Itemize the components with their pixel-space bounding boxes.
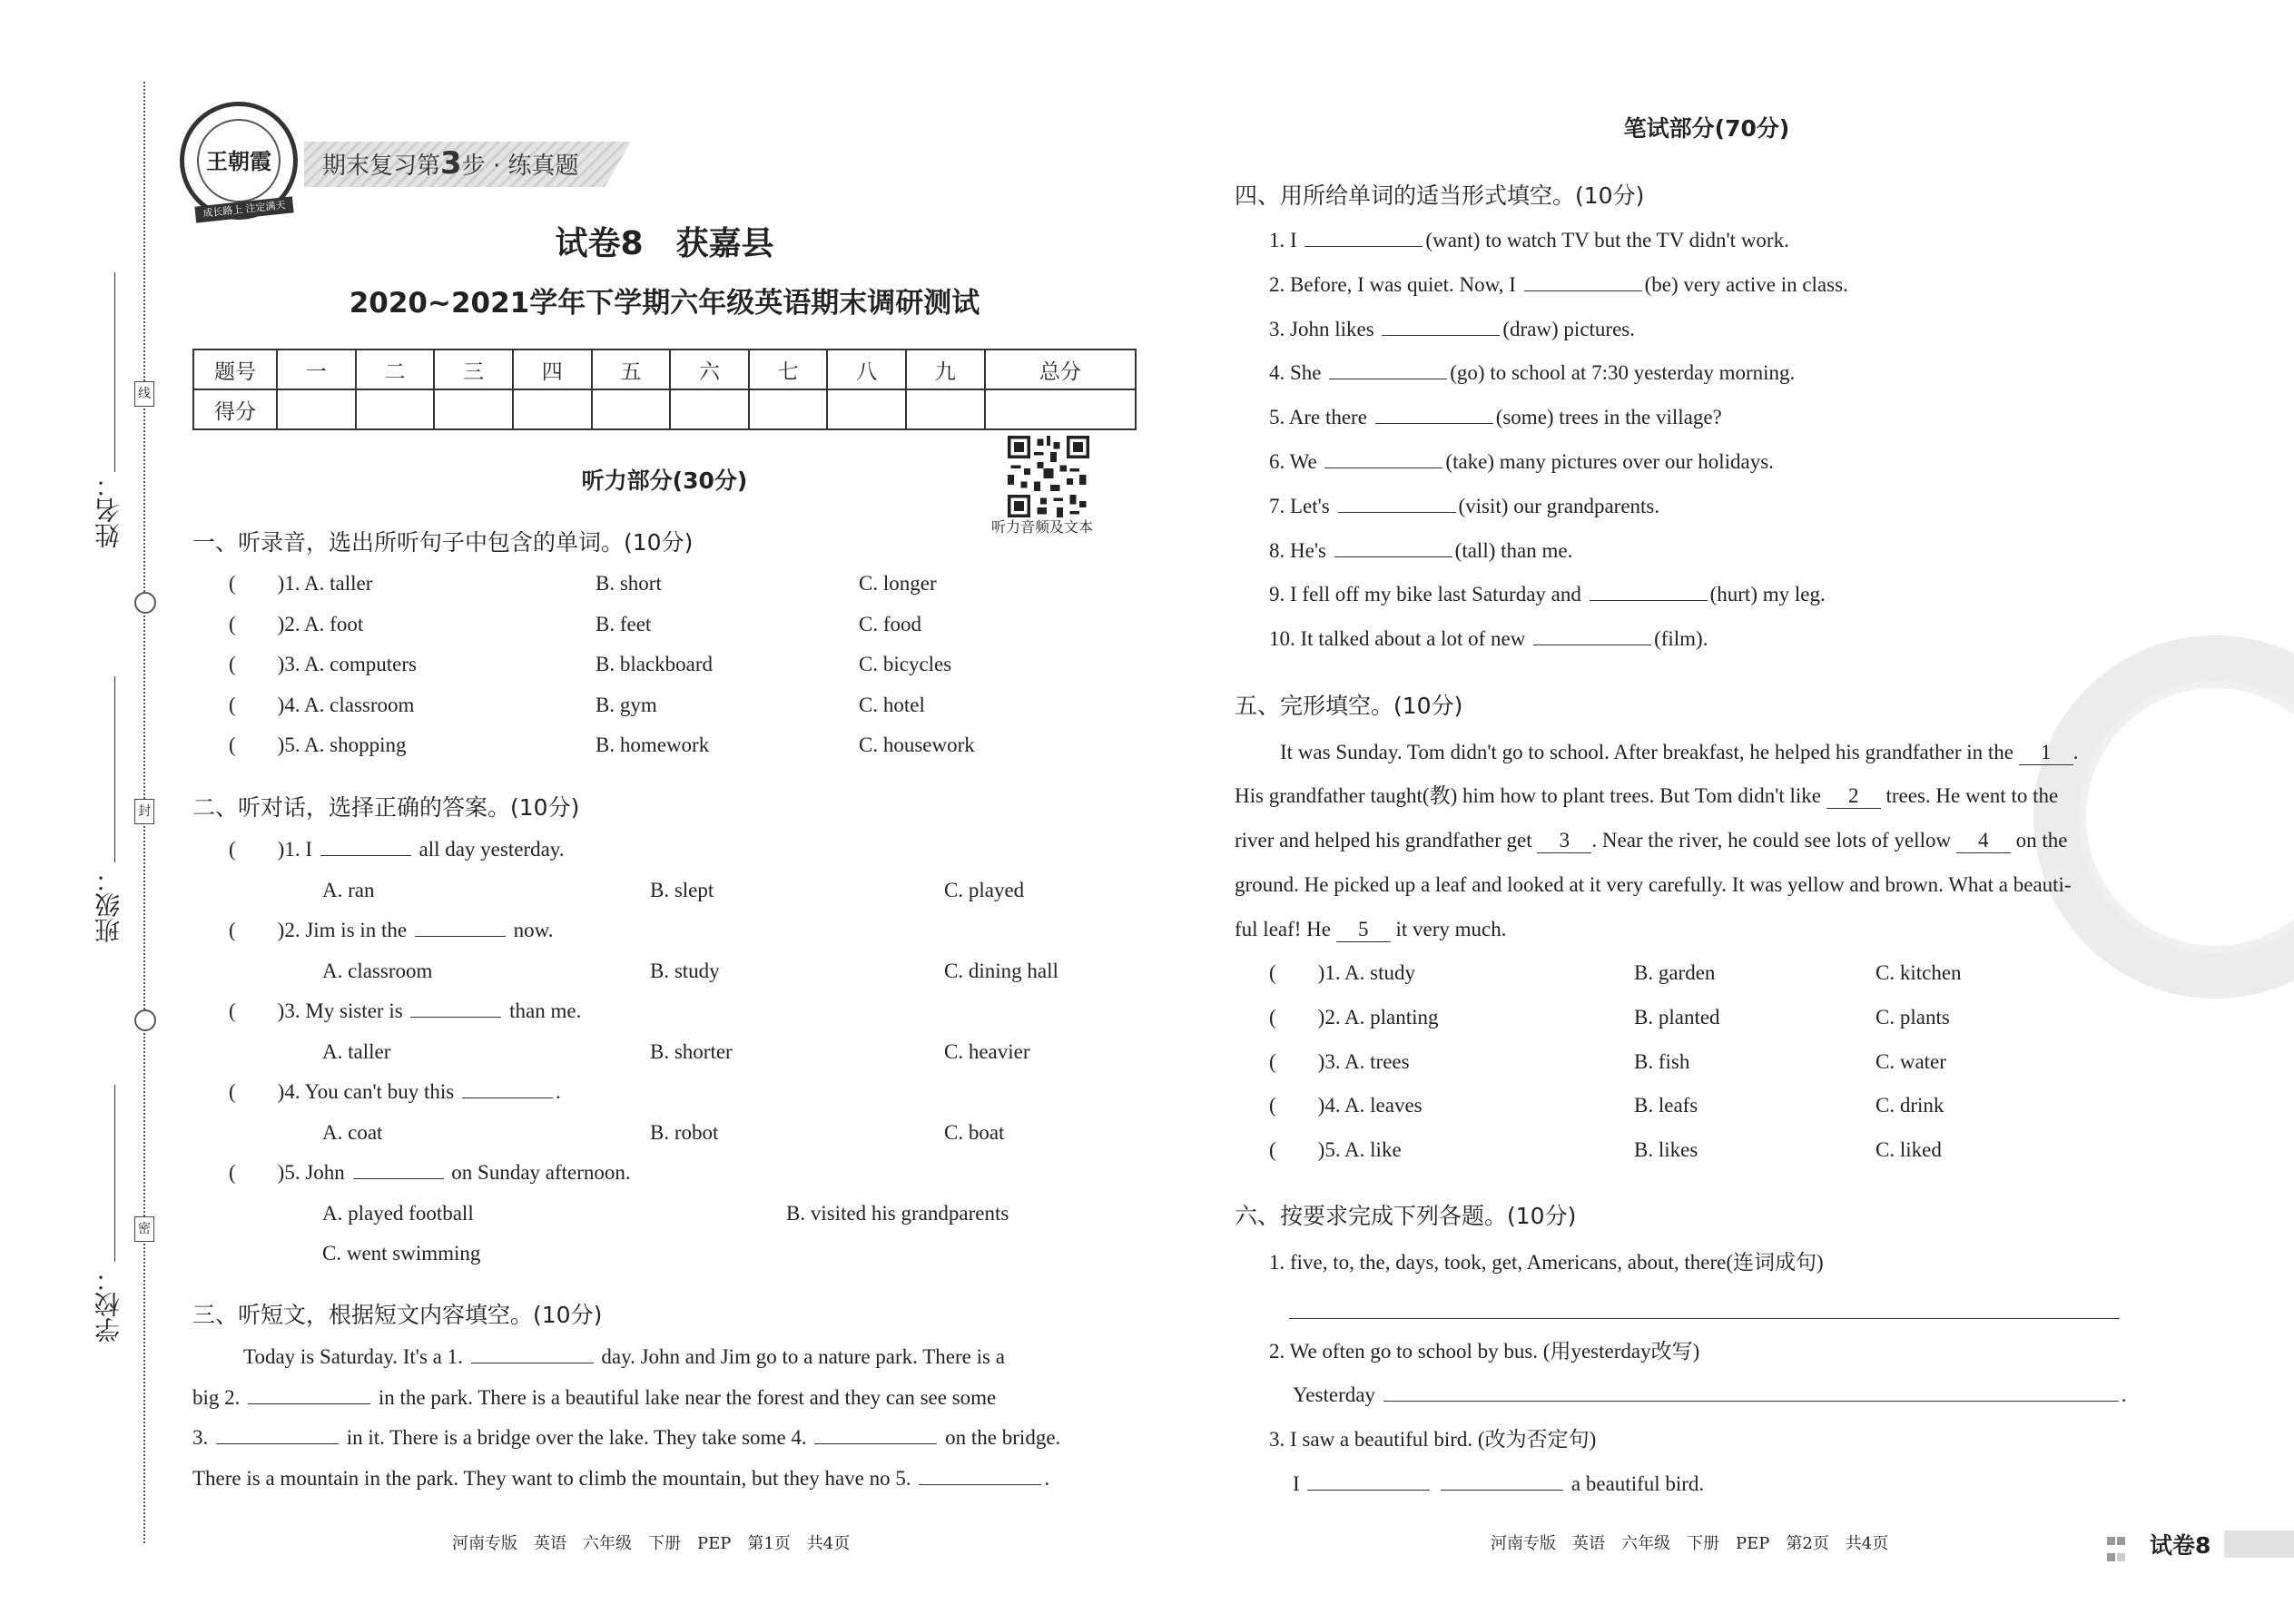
answer-blank[interactable]	[471, 1343, 594, 1363]
passage-text: Today is Saturday. It's a 1.	[243, 1345, 463, 1368]
answer-blank[interactable]	[462, 1078, 553, 1098]
answer-lead: Yesterday	[1293, 1383, 1375, 1406]
exam-title: 试卷8 获嘉县	[555, 225, 774, 262]
answer-blank[interactable]	[320, 835, 411, 856]
passage-line-1	[192, 1343, 1137, 1372]
list-item	[1269, 1091, 1944, 1136]
question-text-end: .	[555, 1080, 561, 1103]
score-input-cell[interactable]	[277, 389, 356, 429]
score-table-score-row	[193, 389, 1136, 429]
answer-blank[interactable]	[410, 997, 501, 1018]
question-text: ( )2. Jim is in the	[229, 919, 408, 941]
question-text: 5. Are there	[1269, 406, 1367, 429]
table-cell: 六	[670, 349, 749, 389]
score-input-cell[interactable]	[356, 389, 435, 429]
answer-blank[interactable]	[1524, 271, 1642, 291]
passage-line-3	[192, 1423, 1137, 1452]
fill-item	[1269, 625, 1848, 669]
cloze-text: .	[2072, 741, 2079, 763]
brand-ribbon: 成长路上 注定满天	[194, 196, 293, 222]
option-c: C. dining hall	[944, 960, 1058, 982]
task-1-text: 1. five, to, the, days, took, get, Americans, about, there(连词成句)	[1269, 1251, 1824, 1274]
table-cell: 总分	[985, 349, 1136, 389]
score-table-header-row	[193, 349, 1136, 389]
cloze-text: trees. He went to the	[1885, 784, 2059, 807]
answer-end: .	[2121, 1383, 2127, 1406]
section-3-title: 三、听短文，根据短文内容填空。(10分)	[192, 1302, 603, 1328]
answer-blank[interactable]	[1382, 315, 1500, 336]
option-a: ( )3. A. trees	[1269, 1049, 1410, 1073]
question-1	[229, 835, 565, 864]
class-line	[114, 676, 115, 862]
option-b: B. blackboard	[596, 653, 714, 675]
answer-blank[interactable]	[415, 916, 506, 937]
option-c: C. kitchen	[1876, 961, 1962, 984]
option-b: B. gym	[596, 693, 657, 716]
option-a: A. coat	[322, 1121, 383, 1144]
cloze-blank[interactable]: 3	[1537, 829, 1591, 853]
option-b: B. planted	[1634, 1005, 1720, 1029]
task-2-answer	[1293, 1381, 2126, 1410]
banner-step: 3	[440, 145, 462, 182]
option-c: C. longer	[859, 572, 937, 595]
section-4-items	[1269, 226, 1848, 669]
list-item	[1269, 1003, 1950, 1048]
table-cell: 一	[277, 349, 356, 389]
question-text-end: (tall) than me.	[1454, 538, 1573, 562]
table-cell: 九	[906, 349, 985, 389]
passage-text: 3.	[192, 1426, 209, 1449]
option-c: C. heavier	[944, 1040, 1030, 1063]
question-3	[229, 997, 581, 1026]
option-b: B. likes	[1634, 1138, 1698, 1162]
fill-item	[1269, 359, 1848, 403]
passage-text: on the bridge.	[945, 1426, 1061, 1449]
option-b: B. robot	[650, 1121, 719, 1144]
option-c: C. boat	[944, 1121, 1005, 1144]
cloze-line-4: ground. He picked up a leaf and looked at it very carefully. It was yellow and brown. What a beauti-	[1235, 873, 2072, 896]
school-line	[114, 1085, 115, 1262]
question-text-end: (hurt) my leg.	[1709, 583, 1826, 606]
seal-box-line: 线	[134, 381, 154, 407]
list-item	[229, 691, 925, 732]
footer-bar	[2224, 1530, 2294, 1558]
option-a: ( )5. A. shopping	[229, 733, 407, 756]
cloze-blank[interactable]: 1	[2019, 741, 2073, 765]
fill-item	[1269, 315, 1848, 359]
option-b: B. shorter	[650, 1040, 733, 1063]
footer-left: 河南专版 英语 六年级 下册 PEP 第1页 共4页	[452, 1534, 851, 1553]
passage-text: big 2.	[192, 1386, 241, 1409]
question-text-end: (want) to watch TV but the TV didn't work.	[1425, 229, 1789, 251]
table-cell: 得分	[193, 389, 277, 429]
section-2-title: 二、听对话，选择正确的答案。(10分)	[192, 794, 580, 821]
score-input-cell[interactable]	[592, 389, 671, 429]
cloze-line-1	[1235, 738, 2179, 767]
question-text-end: (go) to school at 7:30 yesterday morning.	[1450, 361, 1796, 385]
option-b: B. homework	[596, 733, 710, 756]
seal-box-secret: 密	[134, 1216, 154, 1242]
cloze-text: ful leaf! He	[1235, 918, 1331, 940]
task-2-text: 2. We often go to school by bus. (用yesterday改写)	[1269, 1340, 1700, 1363]
cloze-text: . Near the river, he could see lots of yellow	[1591, 829, 1952, 851]
question-text: ( )5. John	[229, 1161, 345, 1184]
brand-logo-text: 王朝霞	[206, 148, 271, 174]
answer-blank[interactable]	[216, 1423, 339, 1444]
answer-blank[interactable]	[1307, 1470, 1430, 1491]
option-c: C. played	[944, 879, 1025, 901]
section-1-title: 一、听录音，选出所听句子中包含的单词。(10分)	[192, 529, 694, 556]
answer-blank[interactable]	[1533, 625, 1651, 645]
option-a: ( )4. A. leaves	[1269, 1094, 1423, 1117]
list-item	[1269, 959, 1962, 1003]
score-input-cell[interactable]	[827, 389, 906, 429]
question-text-end: (some) trees in the village?	[1495, 406, 1722, 429]
answer-blank[interactable]	[1441, 1470, 1563, 1491]
answer-end: a beautiful bird.	[1570, 1472, 1705, 1495]
option-a: A. played football	[322, 1202, 474, 1225]
option-a: A. ran	[322, 879, 375, 901]
name-line	[114, 272, 115, 472]
table-cell: 八	[827, 349, 906, 389]
question-text-end: (film).	[1654, 627, 1708, 651]
option-b: B. slept	[650, 879, 714, 901]
section-4-title: 四、用所给单词的适当形式填空。(10分)	[1235, 182, 1645, 209]
footer-tag: 试卷8	[2150, 1532, 2211, 1559]
option-c: C. liked	[1876, 1138, 1942, 1162]
option-c: C. food	[859, 612, 921, 635]
cloze-text: His grandfather taught(教) him how to plant trees. But Tom didn't like	[1235, 784, 1821, 807]
list-item	[229, 610, 921, 651]
answer-blank[interactable]	[1375, 403, 1493, 424]
score-input-cell[interactable]	[513, 389, 592, 429]
answer-blank[interactable]	[1338, 492, 1456, 513]
answer-blank[interactable]	[1590, 580, 1708, 601]
cloze-blank[interactable]: 5	[1336, 918, 1391, 942]
fill-item	[1269, 492, 1848, 536]
fill-item	[1269, 536, 1848, 581]
answer-blank[interactable]	[1324, 448, 1442, 468]
school-label: 学校：	[94, 1266, 123, 1343]
option-a: ( )2. A. foot	[229, 612, 364, 635]
score-input-cell[interactable]	[670, 389, 749, 429]
passage-text: day. John and Jim go to a nature park. There is a	[601, 1345, 1005, 1368]
class-label: 班级：	[94, 867, 123, 943]
passage-line-2	[192, 1383, 1137, 1412]
option-c: C. plants	[1876, 1005, 1950, 1029]
score-input-cell[interactable]	[434, 389, 513, 429]
option-c: C. went swimming	[322, 1242, 481, 1265]
option-a: ( )5. A. like	[1269, 1138, 1402, 1162]
answer-line[interactable]	[1289, 1318, 2120, 1319]
table-cell: 三	[434, 349, 513, 389]
table-cell: 五	[592, 349, 671, 389]
option-a: ( )3. A. computers	[229, 653, 417, 675]
table-cell: 二	[356, 349, 435, 389]
question-text: ( )4. You can't buy this	[229, 1080, 455, 1103]
section-5-title: 五、完形填空。(10分)	[1235, 693, 1463, 719]
option-c: C. bicycles	[859, 653, 952, 675]
answer-blank[interactable]	[248, 1383, 370, 1404]
option-a: A. taller	[322, 1040, 391, 1063]
cloze-text: on the	[2015, 829, 2068, 851]
list-item	[229, 650, 952, 691]
option-b: B. study	[650, 960, 720, 982]
passage-text: in it. There is a bridge over the lake. They take some 4.	[346, 1426, 807, 1449]
option-c: C. hotel	[859, 693, 925, 716]
cloze-line-3	[1235, 826, 2179, 855]
written-title: 笔试部分(70分)	[1623, 115, 1790, 142]
footer-squares-icon	[2106, 1534, 2126, 1567]
section-1-items	[229, 569, 975, 772]
table-cell: 题号	[193, 349, 277, 389]
answer-blank[interactable]	[919, 1464, 1041, 1485]
task-3-answer	[1293, 1470, 1704, 1499]
question-text: 10. It talked about a lot of new	[1269, 627, 1526, 651]
task-3-text: 3. I saw a beautiful bird. (改为否定句)	[1269, 1428, 1597, 1451]
question-text: 6. We	[1269, 449, 1317, 473]
section-6-title: 六、按要求完成下列各题。(10分)	[1235, 1203, 1577, 1229]
banner-text	[322, 145, 578, 184]
score-input-cell[interactable]	[749, 389, 828, 429]
option-c: C. drink	[1876, 1094, 1944, 1117]
cloze-text: It was Sunday. Tom didn't go to school. After breakfast, he helped his grandfather in the	[1280, 741, 2013, 763]
banner-suffix: 步 · 练真题	[461, 153, 579, 180]
option-a: ( )2. A. planting	[1269, 1005, 1439, 1029]
option-b: B. short	[596, 572, 662, 595]
cloze-blank[interactable]: 4	[1956, 829, 2011, 853]
banner-prefix: 期末复习第	[322, 153, 441, 180]
answer-blank[interactable]	[1305, 226, 1423, 247]
question-text: ( )1. I	[229, 838, 312, 861]
fill-item	[1269, 271, 1848, 315]
question-text-end: (visit) our grandparents.	[1458, 494, 1660, 517]
fill-item	[1269, 448, 1848, 492]
list-item	[1269, 1048, 1946, 1092]
score-input-cell[interactable]	[985, 389, 1136, 429]
cloze-text: river and helped his grandfather get	[1235, 829, 1532, 851]
question-text-end: than me.	[509, 999, 582, 1022]
option-b: B. leafs	[1634, 1094, 1698, 1117]
footer-right: 河南专版 英语 六年级 下册 PEP 第2页 共4页	[1491, 1534, 1889, 1553]
fill-item	[1269, 226, 1848, 271]
option-b: B. fish	[1634, 1049, 1690, 1073]
answer-blank[interactable]	[1383, 1381, 2119, 1402]
answer-blank[interactable]	[814, 1423, 937, 1444]
list-item	[229, 569, 937, 610]
exam-subtitle: 2020~2021学年下学期六年级英语期末调研测试	[349, 287, 980, 320]
question-text-end: on Sunday afternoon.	[451, 1161, 631, 1184]
brand-logo-inner	[197, 119, 281, 202]
option-a: A. classroom	[322, 960, 433, 982]
passage-text: .	[1044, 1467, 1050, 1490]
question-text-end: all day yesterday.	[418, 838, 565, 861]
option-a: ( )1. A. study	[1269, 961, 1415, 984]
list-item	[1269, 1136, 1942, 1180]
score-input-cell[interactable]	[906, 389, 985, 429]
list-item	[229, 731, 975, 772]
option-b: B. feet	[596, 612, 652, 635]
binding-hole-icon	[134, 1009, 156, 1031]
question-text: ( )3. My sister is	[229, 999, 403, 1022]
passage-text: There is a mountain in the park. They want to climb the mountain, but they have no 5.	[192, 1467, 911, 1490]
table-cell: 七	[749, 349, 828, 389]
qr-caption: 听力音频及文本	[991, 518, 1094, 536]
binding-hole-icon	[134, 592, 156, 614]
option-a: ( )1. A. taller	[229, 572, 373, 595]
question-text-end: (take) many pictures over our holidays.	[1445, 449, 1774, 473]
question-5	[229, 1158, 631, 1187]
table-cell: 四	[513, 349, 592, 389]
passage-text: in the park. There is a beautiful lake near the forest and they can see some	[378, 1386, 997, 1409]
option-b: B. garden	[1634, 961, 1716, 984]
listening-title: 听力部分(30分)	[581, 468, 748, 494]
question-text: 7. Let's	[1269, 494, 1330, 517]
option-c: C. housework	[859, 733, 975, 756]
option-c: C. water	[1876, 1049, 1946, 1073]
cloze-blank[interactable]: 2	[1826, 784, 1881, 809]
answer-blank[interactable]	[1334, 536, 1452, 557]
fill-item	[1269, 580, 1848, 625]
question-text: 4. She	[1269, 361, 1322, 385]
answer-blank[interactable]	[353, 1158, 444, 1179]
option-b: B. visited his grandparents	[786, 1202, 1009, 1225]
answer-lead: I	[1293, 1472, 1300, 1495]
question-text-end: (be) very active in class.	[1644, 272, 1848, 296]
score-table	[192, 349, 1137, 430]
question-2	[229, 916, 554, 945]
question-text-end: now.	[513, 919, 554, 941]
question-text: 2. Before, I was quiet. Now, I	[1269, 272, 1516, 296]
option-a: ( )4. A. classroom	[229, 693, 415, 716]
question-text: 1. I	[1269, 229, 1297, 251]
question-4	[229, 1078, 561, 1107]
name-label: 姓名：	[94, 472, 123, 548]
cloze-line-5	[1235, 915, 2179, 944]
answer-blank[interactable]	[1329, 359, 1447, 379]
seal-box-seal: 封	[134, 799, 154, 824]
fill-item	[1269, 403, 1848, 448]
passage-line-4	[192, 1464, 1137, 1493]
question-text: 3. John likes	[1269, 317, 1374, 340]
cloze-line-2	[1235, 782, 2179, 811]
question-text: 9. I fell off my bike last Saturday and	[1269, 583, 1581, 606]
cloze-text: it very much.	[1395, 918, 1507, 940]
question-text-end: (draw) pictures.	[1502, 317, 1635, 340]
section-5-items	[1269, 959, 1962, 1180]
question-text: 8. He's	[1269, 538, 1326, 562]
